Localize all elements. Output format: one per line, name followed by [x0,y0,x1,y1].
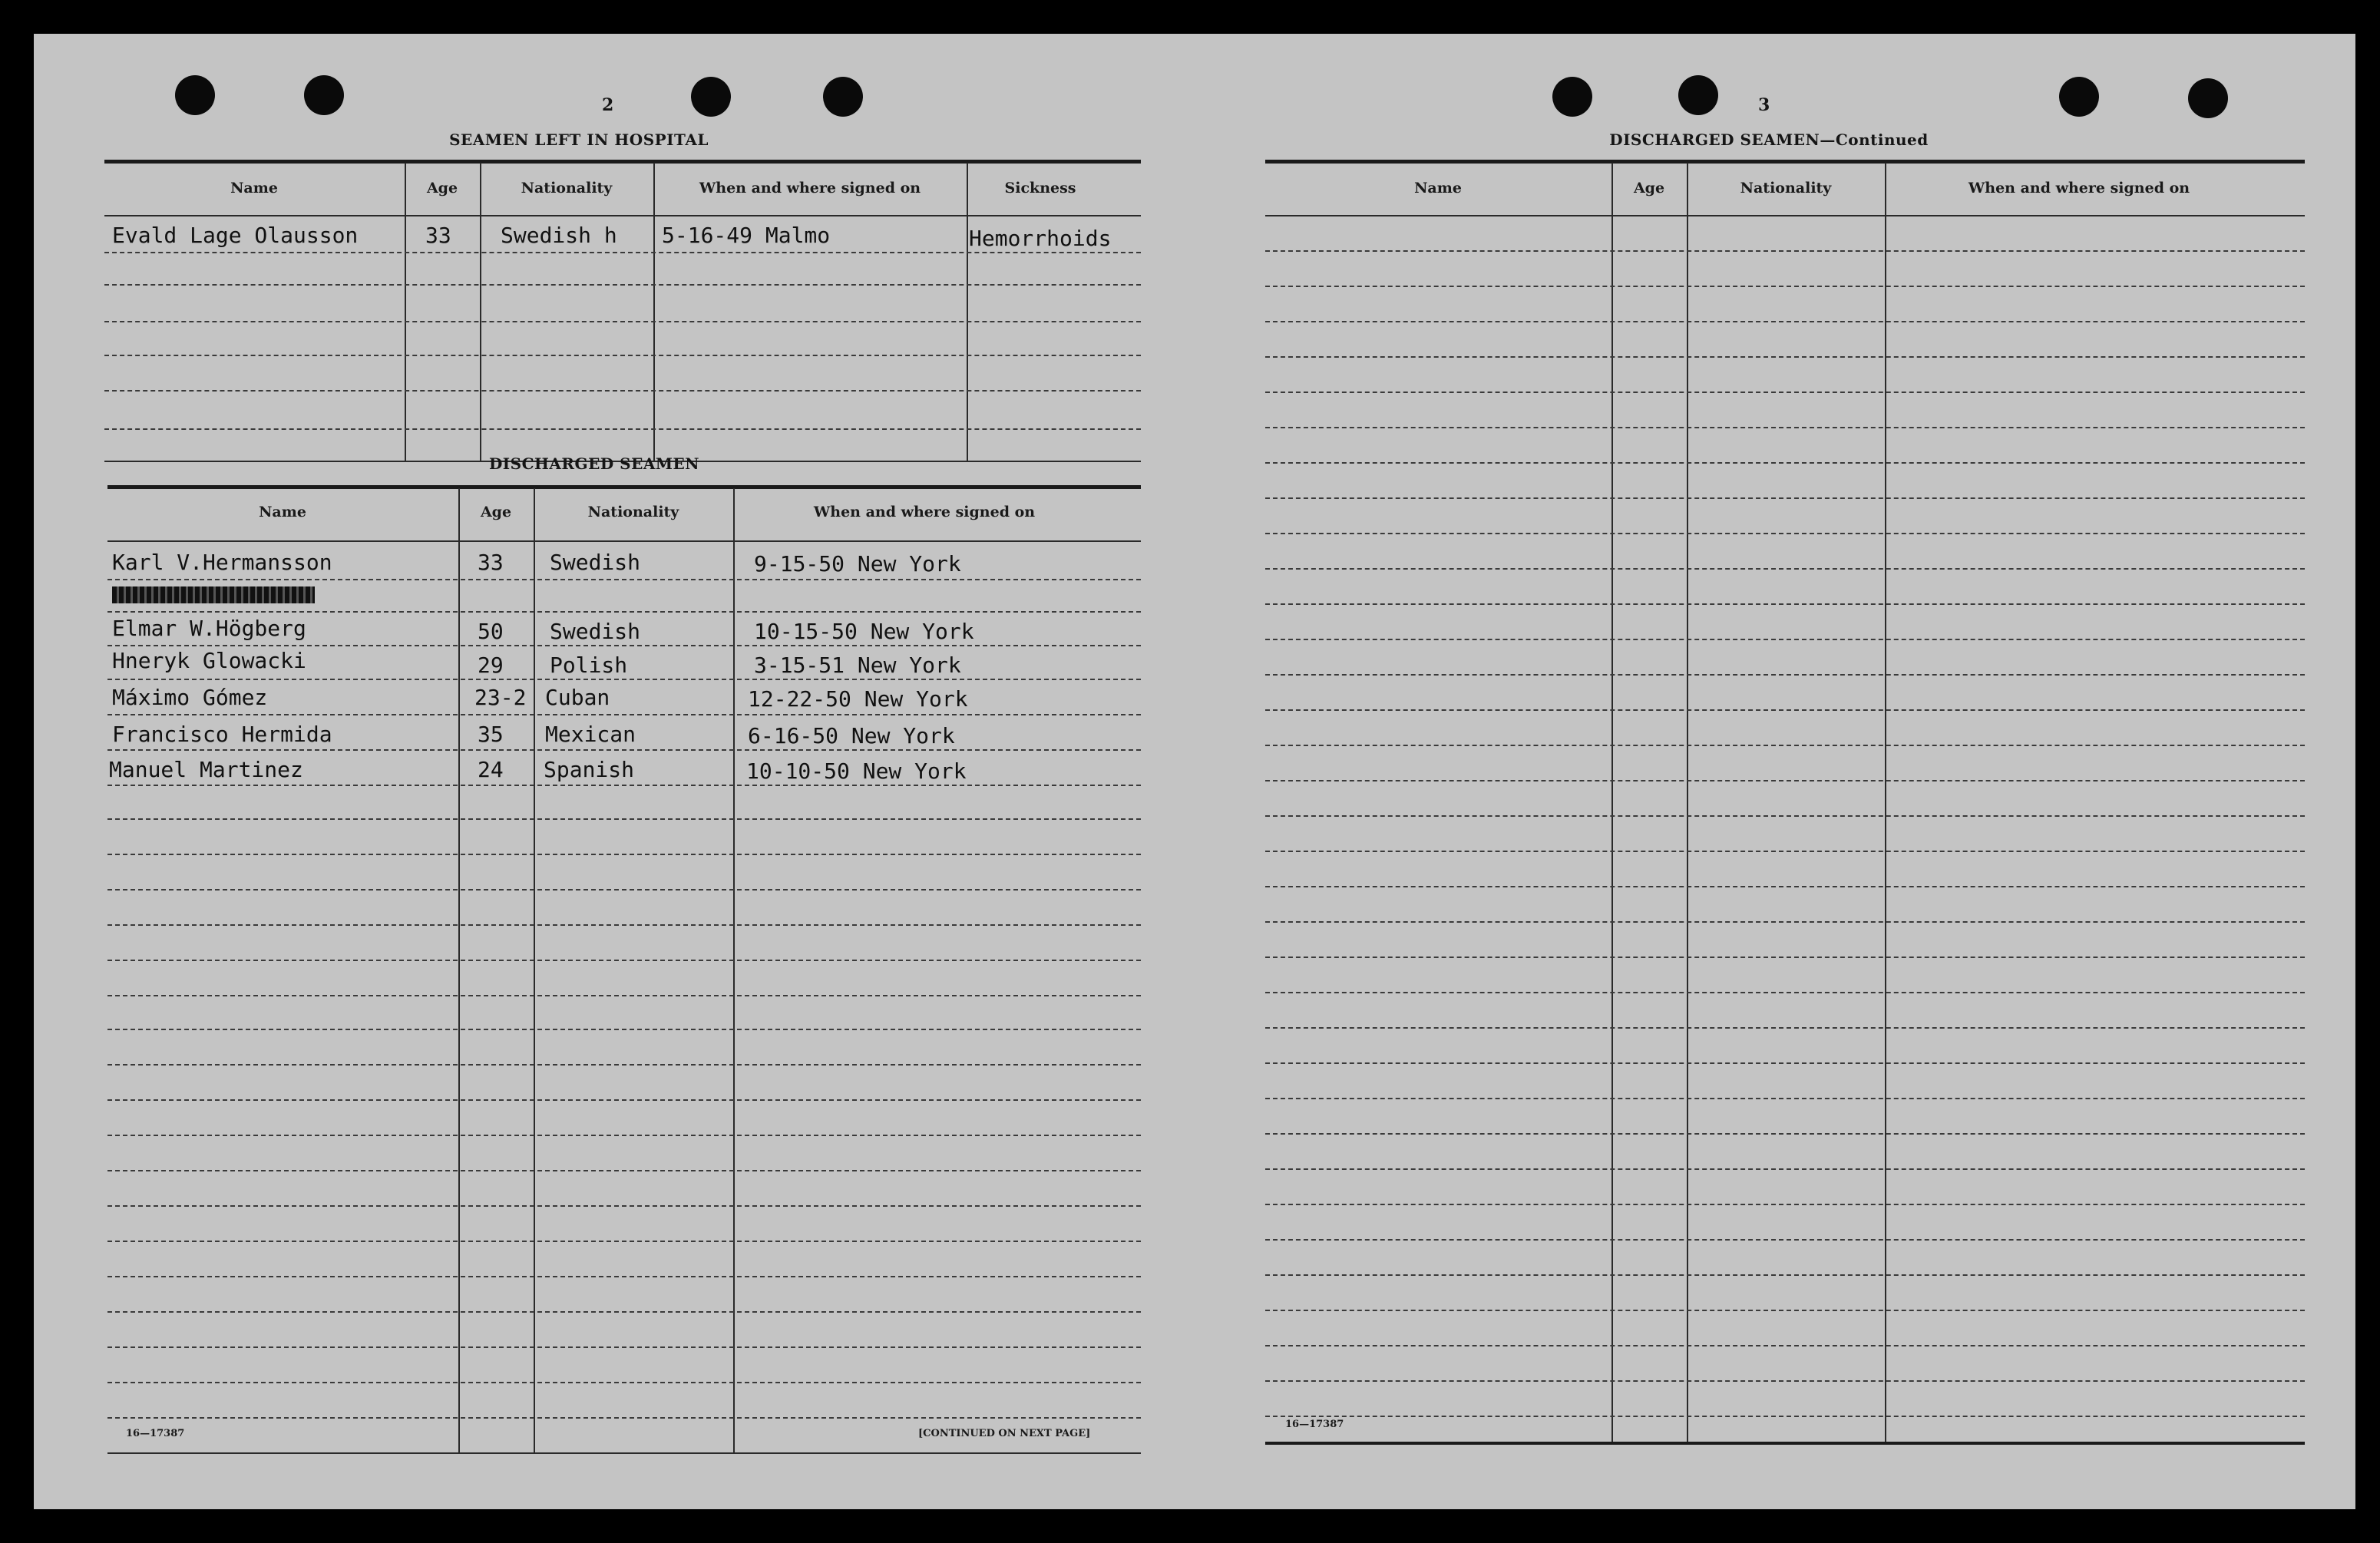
form-code-left: 16—17387 [126,1428,185,1439]
row-line [1265,1062,2305,1064]
right-section-title-main: DISCHARGED SEAMEN [1609,131,1820,149]
discharged-row-signed-on: 12-22-50 New York [748,686,968,712]
page-number-left: 2 [602,95,614,115]
row-line [1265,427,2305,428]
right-col-divider [1611,163,1613,1443]
row-line [1265,392,2305,393]
row-line [1265,250,2305,252]
row-line [1265,1204,2305,1205]
hospital-row-nationality: Swedish h [501,223,617,248]
row-line [107,889,1141,890]
discharged-row-signed-on: 6-16-50 New York [748,723,955,748]
row-line [107,1064,1141,1066]
row-line [107,1382,1141,1383]
discharged-row-age: 24 [478,757,504,782]
right-header-signed-on: When and where signed on [1968,180,2190,197]
punch-hole [691,77,731,117]
row-line [1265,1274,2305,1276]
discharged-section-title: DISCHARGED SEAMEN [488,454,700,473]
row-line [107,1346,1141,1348]
hospital-col-divider [480,163,481,462]
page-number-right: 3 [1758,95,1770,115]
discharged-header-name: Name [259,504,306,520]
row-line [1265,957,2305,958]
row-line [1265,1345,2305,1346]
discharged-row-age: 23-2 [474,685,527,710]
hospital-row-sickness: Hemorrhoids [969,226,1112,251]
row-line [107,1170,1141,1171]
punch-hole [175,75,215,115]
row-line [107,785,1141,786]
row-line [1265,286,2305,287]
row-line [107,960,1141,961]
right-header-name: Name [1414,180,1462,197]
row-line [107,679,1141,680]
row-line [107,749,1141,751]
row-line [107,924,1141,926]
row-line [107,818,1141,820]
discharged-row-age: 50 [478,619,504,644]
discharged-row-age: 35 [478,722,504,747]
document-sheet [34,34,2355,1509]
discharged-header-rule [107,540,1141,542]
row-line [1265,533,2305,534]
continued-note: [CONTINUED ON NEXT PAGE] [918,1428,1091,1439]
discharged-row-age: 29 [478,653,504,678]
row-line [1265,886,2305,887]
right-bottom-rule [1265,1442,2305,1445]
row-line [107,1029,1141,1030]
discharged-row-nationality: Swedish [550,550,641,575]
discharged-row-age: 33 [478,550,504,575]
row-line [1265,1027,2305,1029]
form-code-right: 16—17387 [1285,1419,1344,1430]
row-line [1265,356,2305,358]
punch-hole [823,77,863,117]
row-line [1265,780,2305,781]
row-line [1265,497,2305,499]
hospital-header-rule [104,215,1141,216]
hospital-section-title: SEAMEN LEFT IN HOSPITAL [449,131,709,149]
discharged-col-divider [458,488,460,1454]
hospital-header-signed-on: When and where signed on [699,180,921,197]
row-line [104,321,1141,322]
discharged-header-age: Age [480,504,512,520]
discharged-row-signed-on: 10-15-50 New York [754,619,974,644]
discharged-row-signed-on: 9-15-50 New York [754,551,961,577]
row-line [1265,992,2305,993]
punch-hole [2188,78,2228,118]
discharged-row-signed-on: 3-15-51 New York [754,653,961,678]
hospital-header-nationality: Nationality [521,180,613,197]
row-line [1265,1133,2305,1135]
right-header-nationality: Nationality [1740,180,1832,197]
row-line [1265,568,2305,570]
discharged-row-nationality: Polish [550,653,628,678]
row-line [1265,815,2305,817]
discharged-header-signed-on: When and where signed on [813,504,1036,520]
discharged-col-divider [534,488,535,1454]
row-line [107,645,1141,646]
row-line [1265,1310,2305,1311]
discharged-row-nationality: Cuban [545,685,610,710]
row-line [107,1276,1141,1277]
row-line [104,428,1141,430]
discharged-row-name: Karl V.Hermansson [112,550,332,575]
row-line [107,714,1141,715]
row-line [1265,674,2305,676]
row-line [1265,603,2305,605]
row-line [107,1417,1141,1419]
right-col-divider [1687,163,1688,1443]
row-line [107,1205,1141,1207]
hospital-col-divider [967,163,968,462]
row-line [1265,1098,2305,1099]
discharged-row-nationality: Swedish [550,619,641,644]
discharged-row-nationality: Spanish [544,757,635,782]
redacted-entry [112,586,315,603]
row-line [1265,709,2305,711]
row-line [1265,1416,2305,1417]
discharged-row-signed-on: 10-10-50 New York [746,758,967,784]
discharged-row-name: Máximo Gómez [112,685,268,710]
right-section-title [1539,131,1999,149]
row-line [104,355,1141,356]
row-line [107,854,1141,855]
punch-hole [1552,77,1592,117]
row-line [1265,639,2305,640]
discharged-header-nationality: Nationality [587,504,679,520]
hospital-header-sickness: Sickness [1004,180,1076,197]
right-header-rule [1265,215,2305,216]
row-line [1265,321,2305,322]
discharged-row-nationality: Mexican [545,722,636,747]
discharged-row-name: Francisco Hermida [112,722,332,747]
hospital-row-signed-on: 5-16-49 Malmo [662,223,831,248]
discharged-row-name: Manuel Martinez [109,757,303,782]
row-line [107,1135,1141,1136]
hospital-header-name: Name [230,180,278,197]
row-line [104,252,1141,253]
row-line [1265,1380,2305,1382]
punch-hole [304,75,344,115]
right-top-rule [1265,160,2305,164]
row-line [1265,1168,2305,1170]
hospital-top-rule [104,160,1141,164]
right-col-divider [1885,163,1886,1443]
punch-hole [1678,75,1718,115]
row-line [1265,745,2305,746]
right-header-age: Age [1633,180,1665,197]
row-line [107,1241,1141,1242]
hospital-row-name: Evald Lage Olausson [112,223,359,248]
discharged-bottom-rule [107,1452,1141,1454]
hospital-col-divider [653,163,655,462]
row-line [107,611,1141,613]
row-line [107,579,1141,580]
row-line [107,1311,1141,1313]
right-section-title-suffix: —Continued [1820,131,1929,149]
hospital-header-age: Age [426,180,458,197]
row-line [107,995,1141,996]
row-line [1265,851,2305,852]
discharged-row-name: Elmar W.Högberg [112,616,306,641]
row-line [1265,921,2305,923]
hospital-row-age: 33 [425,223,451,248]
row-line [104,390,1141,392]
discharged-row-name: Hneryk Glowacki [112,648,306,673]
discharged-col-divider [733,488,735,1454]
row-line [107,1099,1141,1101]
row-line [104,284,1141,286]
hospital-col-divider [405,163,406,462]
discharged-top-rule [107,485,1141,489]
row-line [1265,462,2305,464]
row-line [1265,1239,2305,1241]
punch-hole [2059,77,2099,117]
